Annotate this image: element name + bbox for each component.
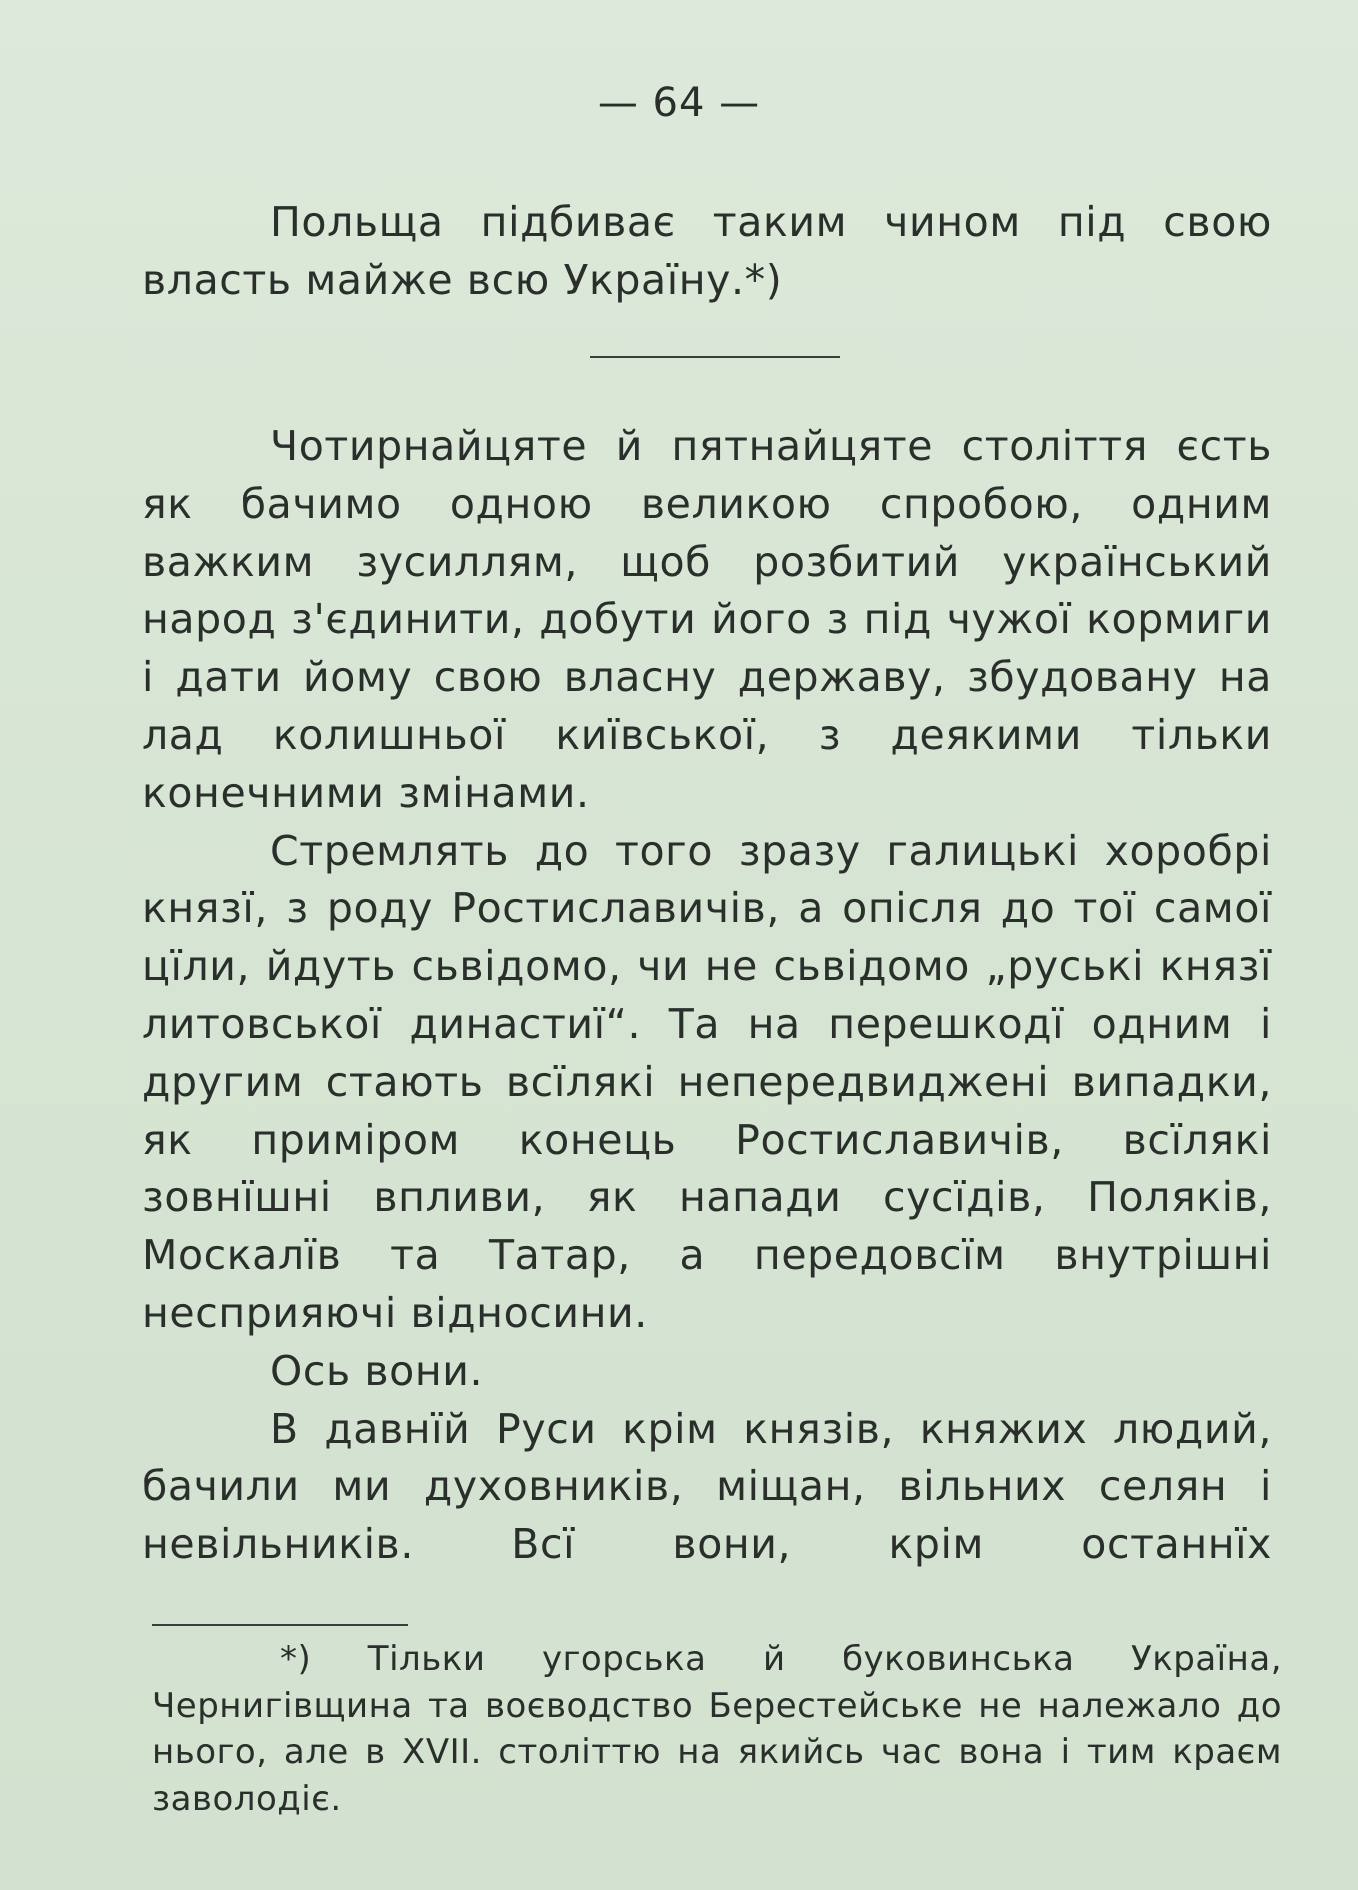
main-text-block <box>142 418 1272 1574</box>
footnote-rule <box>152 1624 408 1626</box>
paragraph-intro: Польща підбиває таким чином під свою власть майже всю Україну.*) <box>142 198 1272 304</box>
footnote: *) Тільки угорська й буковинська Україна, Чернигівщина та воєводство Берестейське не належало до нього, але в XVII. століттю на якийсь час вона і тим краєм заволодіє. <box>152 1639 1282 1819</box>
paragraph-2: Стремлять до того зразу галицькі хоробрі князї, з роду Ростиславичів, а опісля до тої самої цїли, йдуть сьвідомо, чи не сьвідомо „руські князї литовської династиї“. Та на перешкодї одним і другим стають всїлякі непередвиджені випадки, як приміром конець Ростиславичів, всїлякі зовнїшні впливи, як напади сусїдів, Поляків, Москалїв та Татар, а передовсїм внутрішні несприяючі відносини. <box>142 826 1272 1337</box>
intro-paragraph-block <box>142 194 1272 310</box>
paragraph-4: В давнїй Руси крім князів, княжих людий, бачили ми духовників, міщан, вільних селян і невільників. Всї вони, крім останнїх <box>142 1404 1272 1569</box>
page-number: — 64 — <box>597 80 761 126</box>
paragraph-1: Чотирнайцяте й пятнайцяте століття єсть як бачимо одною великою спробою, одним важким зусиллям, щоб розбитий український народ з'єдинити, добути його з під чужої кормиги і дати йому свою власну державу, збудовану на лад колишньої київської, з деякими тільки конечними змінами. <box>142 422 1272 817</box>
paragraph-3: Ось вони. <box>270 1346 484 1395</box>
section-divider <box>590 356 840 358</box>
